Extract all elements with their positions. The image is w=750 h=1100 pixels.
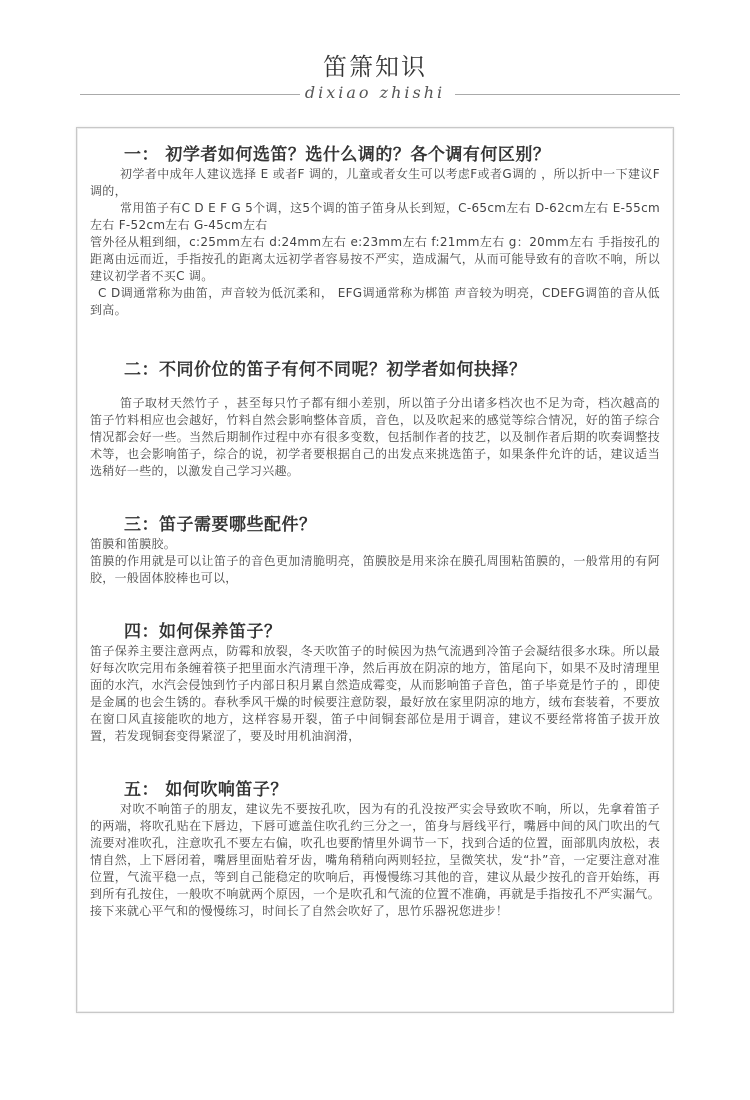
section-how-to-play <box>90 779 660 920</box>
page-subtitle: dixiao zhishi <box>304 83 446 102</box>
section-heading: 一： 初学者如何选笛？选什么调的？各个调有何区别？ <box>124 145 551 165</box>
section-heading: 二：不同价位的笛子有何不同呢？初学者如何抉择？ <box>124 360 527 380</box>
section-accessories <box>90 514 660 587</box>
section-paragraph: 笛膜和笛膜胶。 <box>90 537 177 551</box>
section-paragraph: C D调通常称为曲笛，声音较为低沉柔和， EFG调通常称为梆笛 声音较为明亮，CDEFG调笛的音从低到高。 <box>90 286 660 317</box>
page-header <box>0 0 750 120</box>
section-paragraph: 笛子取材天然竹子 ，甚至每只竹子都有细小差别，所以笛子分出诸多档次也不足为奇，档次越高的笛子竹料相应也会越好，竹料自然会影响整体音质，音色，以及吹起来的感觉等综合情况，好的笛子综合情况都会好一些。当然后期制作过程中亦有很多变数，包括制作者的技艺，以及制作者后期的吹奏调整技术等，也会影响笛子，综合的说，初学者要根据自己的出发点来挑选笛子，如果条件允许的话，建议适当选稍好一些的，以激发自己学习兴趣。 <box>90 396 660 478</box>
section-maintenance <box>90 621 660 745</box>
section-paragraph: 笛子保养主要注意两点，防霉和放裂，冬天吹笛子的时候因为热气流遇到冷笛子会凝结很多水珠。所以最好每次吹完用布条缠着筷子把里面水汽清理干净，然后再放在阴凉的地方，笛尾向下，如果不及时清理里面的水汽，水汽会侵蚀到竹子内部日积月累自然造成霉变，从而影响笛子音色，笛子毕竟是竹子的 ，即使是金属的也会生锈的。春秋季风干燥的时候要注意防裂，最好放在家里阴凉的地方，绒布套装着，不要放在窗口风直接能吹的地方，这样容易开裂，笛子中间铜套部位是用于调音，建议不要经常将笛子拔开放置，若发现铜套变得紧涩了，要及时用机油润滑， <box>90 644 660 743</box>
page-title: 笛箫知识 <box>323 53 427 81</box>
section-paragraph: 对吹不响笛子的朋友，建议先不要按孔吹，因为有的孔没按严实会导致吹不响，所以，先拿着笛子的两端，将吹孔贴在下唇边，下唇可遮盖住吹孔约三分之一，笛身与唇线平行，嘴唇中间的风门吹出的气流要对准吹孔，注意吹孔不要左右偏，吹孔也要酌情里外调节一下，找到合适的位置，面部肌肉放松，表情自然，上下唇闭着，嘴唇里面贴着牙齿，嘴角稍稍向两则轻拉，呈微笑状，发“扑”音，一定要注意对准位置，气流平稳一点，等到自己能稳定的吹响后，再慢慢练习其他的音，建议从最少按孔的音开始练，再到所有孔按住，一般吹不响就两个原因，一个是吹孔和气流的位置不准确，再就是手指按孔不严实漏气。接下来就心平气和的慢慢练习，时间长了自然会吹好了，思竹乐器祝您进步！ <box>90 802 660 918</box>
section-paragraph: 笛膜的作用就是可以让笛子的音色更加清脆明亮，笛膜胶是用来涂在膜孔周围粘笛膜的，一般常用的有阿胶，一般固体胶棒也可以， <box>90 554 660 585</box>
section-price-difference <box>90 359 660 480</box>
section-paragraph: 常用笛子有C D E F G 5个调，这5个调的笛子笛身从长到短，C-65cm左右 D-62cm左右 E-55cm左右 F-52cm左右 G-45cm左右 <box>90 201 660 232</box>
section-heading: 四：如何保养笛子？ <box>124 622 282 642</box>
section-heading: 五： 如何吹响笛子？ <box>124 780 288 800</box>
content-card <box>76 127 674 1013</box>
section-choosing-flute <box>90 144 660 319</box>
section-paragraph: 管外径从粗到细，c:25mm左右 d:24mm左右 e:23mm左右 f:21mm左右 g：20mm左右 手指按孔的距离由远而近，手指按孔的距离太远初学者容易按不严实，造成漏气，从而可能导致有的音吹不响，所以建议初学者不买C 调。 <box>90 235 660 283</box>
content-body <box>90 142 660 920</box>
section-paragraph: 初学者中成年人建议选择 E 或者F 调的，儿童或者女生可以考虑F或者G调的 ，所以折中一下建议F调的， <box>90 167 660 198</box>
header-divider-right <box>455 94 680 95</box>
section-heading: 三：笛子需要哪些配件？ <box>124 515 317 535</box>
